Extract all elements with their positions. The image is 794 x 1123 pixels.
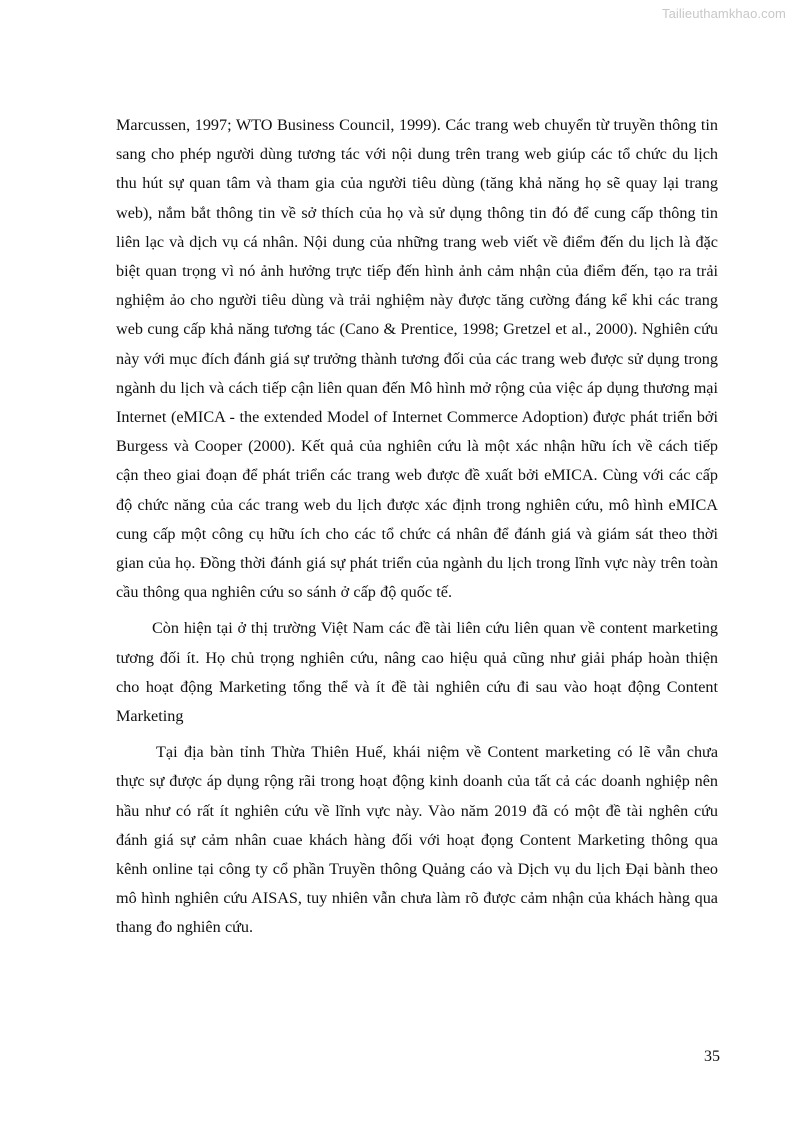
- page-number: 35: [704, 1048, 720, 1065]
- watermark-text: Tailieuthamkhao.com: [661, 6, 786, 21]
- paragraph-2: Còn hiện tại ở thị trường Việt Nam các đề tài liên cứu liên quan về content marketing tương đối ít. Họ chủ trọng nghiên cứu, nâng cao hiệu quả cũng như giải pháp hoàn thiện cho hoạt động Marketing tổng thể và ít đề tài nghiên cứu đi sau vào hoạt động Content Marketing: [116, 619, 718, 726]
- paragraph-3: Tại địa bàn tỉnh Thừa Thiên Huế, khái niệm về Content marketing có lẽ vẫn chưa thực sự được áp dụng rộng rãi trong hoạt động kinh doanh của tất cả các doanh nghiệp nên hầu như có rất ít nghiên cứu về lĩnh vực này. Vào năm 2019 đã có một đề tài nghên cứu đánh giá sự cảm nhân cuae khách hàng đối với hoạt đọng Content Marketing thông qua kênh online tại công ty cổ phần Truyền thông Quảng cáo và Dịch vụ du lịch Đại bành theo mô hình nghiên cứu AISAS, tuy nhiên vẫn chưa làm rõ được cảm nhận của khách hàng qua thang đo nghiên cứu.: [116, 743, 718, 937]
- body-text: [116, 111, 718, 950]
- paragraph-1: Marcussen, 1997; WTO Business Council, 1999). Các trang web chuyển từ truyền thông tin sang cho phép người dùng tương tác với nội dung trên trang web giúp các tổ chức du lịch thu hút sự quan tâm và tham gia của người tiêu dùng (tăng khả năng họ sẽ quay lại trang web), nắm bắt thông tin về sở thích của họ và sử dụng thông tin đó để cung cấp thông tin liên lạc và dịch vụ cá nhân. Nội dung của những trang web viết về điểm đến du lịch là đặc biệt quan trọng vì nó ảnh hưởng trực tiếp đến hình ảnh cảm nhận của điểm đến, tạo ra trải nghiệm ảo cho người tiêu dùng và trải nghiệm này được tăng cường đáng kể khi các trang web cung cấp khả năng tương tác (Cano & Prentice, 1998; Gretzel et al., 2000). Nghiên cứu này với mục đích đánh giá sự trưởng thành tương đối của các trang web được sử dụng trong ngành du lịch và cách tiếp cận liên quan đến Mô hình mở rộng của việc áp dụng thương mại Internet (eMICA - the extended Model of Internet Commerce Adoption) được phát triển bởi Burgess và Cooper (2000). Kết quả của nghiên cứu là một xác nhận hữu ích về cách tiếp cận theo giai đoạn để phát triển các trang web được đề xuất bởi eMICA. Cùng với các cấp độ chức năng của các trang web du lịch được xác định trong nghiên cứu, mô hình eMICA cung cấp một công cụ hữu ích cho các tổ chức cá nhân để đánh giá và giám sát theo thời gian của họ. Đồng thời đánh giá sự phát triển của ngành du lịch trong lĩnh vực này trên toàn cầu thông qua nghiên cứu so sánh ở cấp độ quốc tế.: [116, 116, 718, 602]
